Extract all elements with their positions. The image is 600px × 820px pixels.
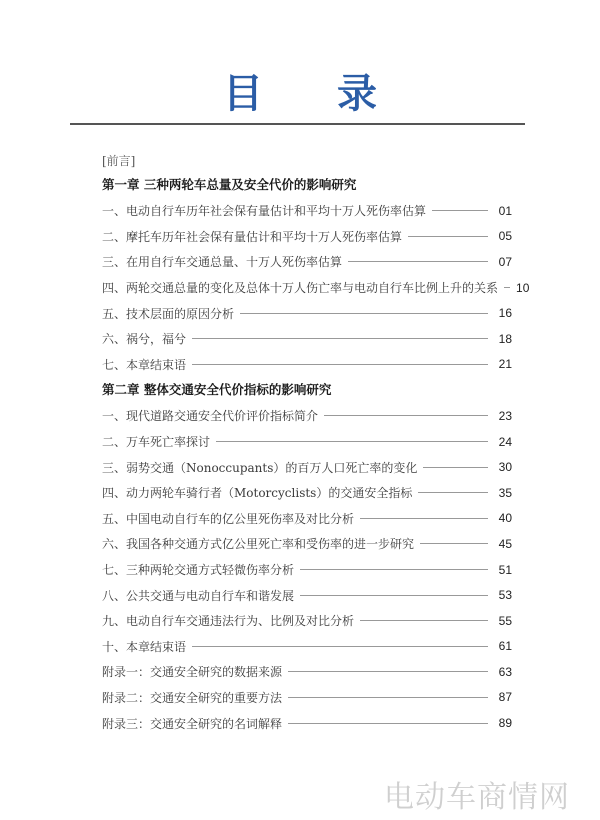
entry-label: 二、摩托车历年社会保有量估计和平均十万人死伤率估算: [102, 229, 403, 244]
page-number: 07: [498, 254, 512, 269]
page-number: 51: [498, 562, 512, 577]
entry-label: 六、我国各种交通方式亿公里死亡率和受伤率的进一步研究: [102, 537, 415, 552]
dot-leader: [300, 595, 488, 596]
entry-label: 七、本章结束语: [102, 357, 187, 372]
toc-entry[interactable]: [102, 300, 512, 326]
page-number: 21: [498, 357, 512, 372]
page-number: 10: [516, 280, 530, 295]
dot-leader: [192, 338, 488, 339]
page-number: 23: [498, 408, 512, 423]
toc-entry[interactable]: [102, 480, 512, 506]
page-number: 16: [498, 306, 512, 321]
page-number: 30: [498, 460, 512, 475]
dot-leader: [423, 467, 488, 468]
dot-leader: [288, 671, 488, 672]
dot-leader: [360, 620, 488, 621]
entry-label: 七、三种两轮交通方式轻微伤率分析: [102, 563, 295, 578]
dot-leader: [408, 236, 488, 237]
dot-leader: [348, 261, 488, 262]
dot-leader: [360, 518, 488, 519]
appendix-entry[interactable]: [102, 685, 512, 711]
dot-leader: [288, 697, 488, 698]
entry-label: 一、现代道路交通安全代价评价指标简介: [102, 409, 319, 424]
dot-leader: [288, 723, 488, 724]
page-number: 01: [498, 203, 512, 218]
page-number: 55: [498, 613, 512, 628]
dot-leader: [324, 415, 488, 416]
toc-entry[interactable]: [102, 326, 512, 352]
dot-leader: [192, 364, 488, 365]
title-divider: [70, 123, 525, 125]
entry-label: 九、电动自行车交通违法行为、比例及对比分析: [102, 614, 355, 629]
page-title: 目 录: [223, 71, 407, 117]
appendix-entry[interactable]: [102, 659, 512, 685]
toc-entry[interactable]: [102, 557, 512, 583]
page-number: 40: [498, 511, 512, 526]
dot-leader: [418, 492, 488, 493]
toc-entry[interactable]: [102, 582, 512, 608]
page-number: 24: [498, 434, 512, 449]
entry-label: 八、公共交通与电动自行车和谐发展: [102, 588, 295, 603]
dot-leader: [504, 287, 510, 288]
toc-entry[interactable]: [102, 198, 512, 224]
toc-preface-link[interactable]: [前言]: [102, 154, 136, 168]
entry-label: 附录一：交通安全研究的数据来源: [102, 665, 283, 680]
entry-label: 三、弱势交通（Nonoccupants）的百万人口死亡率的变化: [102, 460, 418, 475]
toc-entry[interactable]: [102, 275, 530, 301]
page-number: 18: [498, 331, 512, 346]
table-of-contents: [102, 150, 530, 736]
toc-entry[interactable]: [102, 454, 512, 480]
dot-leader: [216, 441, 488, 442]
entry-label: 附录二：交通安全研究的重要方法: [102, 690, 283, 705]
entry-label: 二、万车死亡率探讨: [102, 435, 211, 450]
entry-label: 三、在用自行车交通总量、十万人死伤率估算: [102, 255, 343, 270]
page-number: 53: [498, 588, 512, 603]
entry-label: 四、两轮交通总量的变化及总体十万人伤亡率与电动自行车比例上升的关系: [102, 281, 499, 296]
toc-entry[interactable]: [102, 224, 512, 250]
page-number: 35: [498, 485, 512, 500]
toc-entry[interactable]: [102, 608, 512, 634]
dot-leader: [432, 210, 488, 211]
toc-entry[interactable]: [102, 403, 512, 429]
page-number: 05: [498, 229, 512, 244]
toc-entry[interactable]: [102, 634, 512, 660]
dot-leader: [192, 646, 488, 647]
toc-entry[interactable]: [102, 429, 512, 455]
toc-entry[interactable]: [102, 531, 512, 557]
chapter-1-heading[interactable]: 第一章 三种两轮车总量及安全代价的影响研究: [102, 177, 357, 192]
page-number: 89: [498, 716, 512, 731]
page-number: 87: [498, 690, 512, 705]
entry-label: 十、本章结束语: [102, 639, 187, 654]
appendix-entry[interactable]: [102, 710, 512, 736]
dot-leader: [300, 569, 488, 570]
dot-leader: [240, 313, 488, 314]
chapter-2-heading[interactable]: 第二章 整体交通安全代价指标的影响研究: [102, 382, 332, 398]
watermark: 电动车商情网: [384, 780, 570, 815]
entry-label: 一、电动自行车历年社会保有量估计和平均十万人死伤率估算: [102, 204, 427, 219]
page-number: 61: [498, 639, 512, 654]
entry-label: 四、动力两轮车骑行者（Motorcyclists）的交通安全指标: [102, 486, 413, 501]
entry-label: 附录三：交通安全研究的名词解释: [102, 716, 283, 731]
dot-leader: [420, 543, 488, 544]
entry-label: 六、祸兮，福兮: [102, 332, 187, 347]
page-number: 63: [498, 664, 512, 679]
page-number: 45: [498, 536, 512, 551]
toc-entry[interactable]: [102, 352, 512, 378]
entry-label: 五、中国电动自行车的亿公里死伤率及对比分析: [102, 511, 355, 526]
entry-label: 五、技术层面的原因分析: [102, 306, 235, 321]
toc-entry[interactable]: [102, 249, 512, 275]
toc-entry[interactable]: [102, 506, 512, 532]
